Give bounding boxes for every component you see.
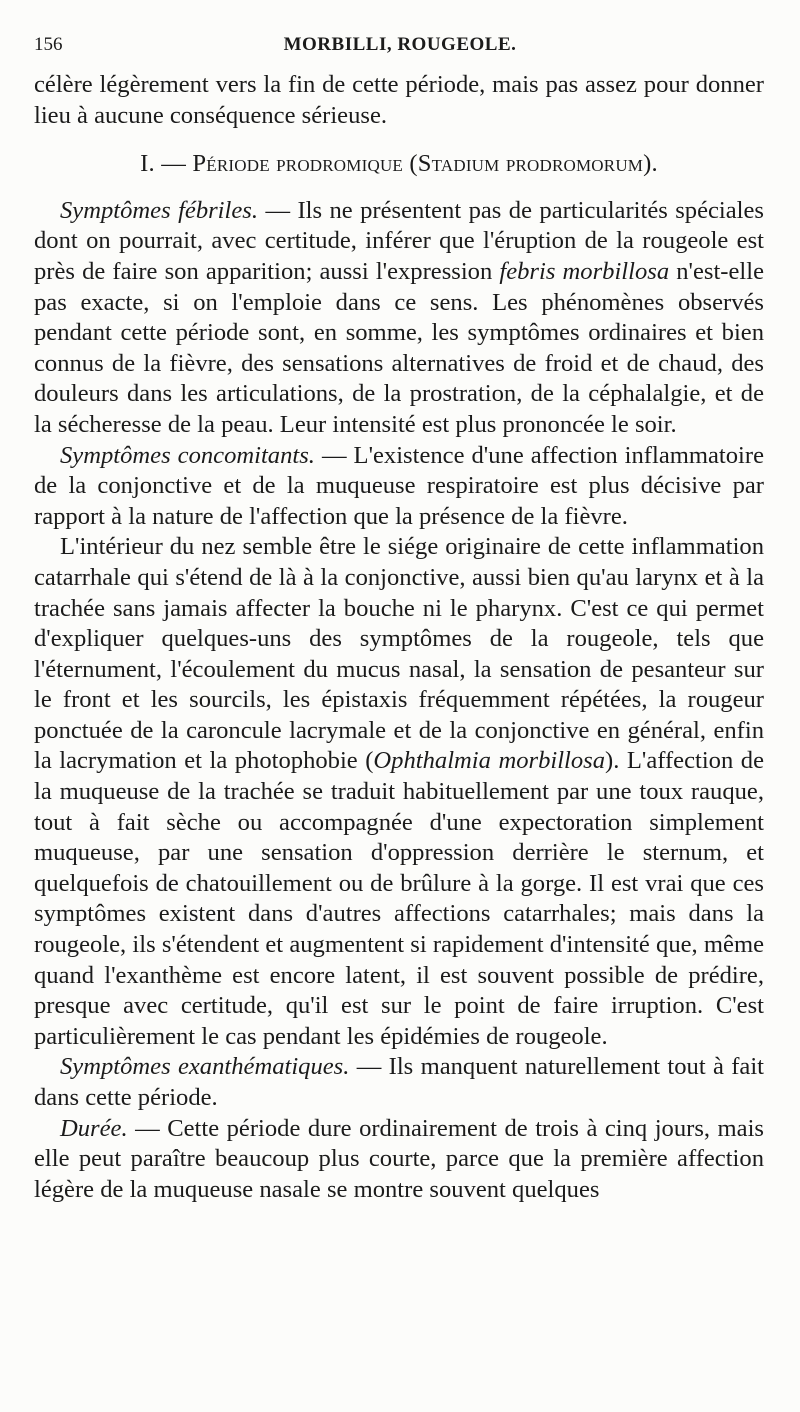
section-heading [34, 149, 764, 180]
paragraph [34, 1114, 764, 1206]
paragraph-lead: Symptômes fébriles. [60, 196, 258, 224]
section-number: I. — [140, 150, 187, 178]
latin-term: febris morbillosa [499, 257, 670, 285]
paragraph-lead: Symptômes exanthématiques. [60, 1053, 350, 1081]
paragraph-text-continued: ). L'affection de la muqueuse de la trachée se traduit habituellement par une toux rauque, tout à fait sèche ou accompagnée d'une expectoration simplement muqueuse, par une sensation d'oppression derrière le sternum, et quelquefois de chatouillement ou de brûlure à la gorge. Il est vrai que ces symptômes existent dans d'autres affections catarrhales; mais dans la rougeole, ils s'étendent et augmentent si rapidement d'intensité que, même quand l'exanthème est encore latent, il est souvent possible de prédire, presque avec certitude, qu'il est sur le point de faire irruption. C'est particulièrement le cas pendant les épidémies de rougeole. [34, 747, 765, 1050]
page-header [34, 34, 766, 64]
paragraph-text: — Ils manquent naturellement tout à fait dans cette période. [34, 1053, 764, 1111]
paragraph-lead: Durée. [60, 1114, 128, 1142]
section-subtitle: (Stadium prodromorum). [409, 150, 658, 178]
page-number: 156 [34, 34, 63, 55]
latin-term: Ophthalmia morbillosa [373, 747, 606, 775]
paragraph [34, 441, 764, 533]
paragraph-text-continued: n'est-elle pas exacte, si on l'emploie dans ce sens. Les phénomènes observés pendant cette période sont, en somme, les symptômes ordinaires et bien connus de la fièvre, des sensations alternatives de froid et de chaud, des douleurs dans les articulations, de la prostration, de la céphalalgie, et de la sécheresse de la peau. Leur intensité est plus prononcée le soir. [34, 257, 764, 438]
paragraph [34, 196, 764, 441]
paragraph-text: — Cette période dure ordinairement de trois à cinq jours, mais elle peut paraître beaucoup plus courte, parce que la première affection légère de la muqueuse nasale se montre souvent quelques [34, 1114, 764, 1203]
paragraph [34, 70, 764, 131]
section-title: Période prodromique [192, 150, 404, 178]
body-text [34, 70, 764, 1205]
paragraph-text: — Ils ne présentent pas de particularités spéciales dont on pourrait, avec certitude, inférer que l'éruption de la rougeole est près de faire son apparition; aussi l'expression [34, 196, 764, 285]
paragraph [34, 1052, 764, 1113]
paragraph-text: — L'existence d'une affection inflammatoire de la conjonctive et de la muqueuse respiratoire est plus décisive par rapport à la nature de l'affection que la présence de la fièvre. [34, 441, 764, 530]
paragraph-text: célère légèrement vers la fin de cette période, mais pas assez pour donner lieu à aucune conséquence sérieuse. [34, 71, 764, 129]
paragraph-lead: Symptômes concomitants. [60, 441, 315, 469]
running-head: MORBILLI, ROUGEOLE. [283, 34, 517, 55]
paragraph [34, 532, 764, 1052]
paragraph-text: L'intérieur du nez semble être le siége originaire de cette inflammation catarrhale qui s'étend de là à la conjonctive, aussi bien qu'au larynx et à la trachée sans jamais affecter la bouche ni le pharynx. C'est ce qui permet d'expliquer quelques-uns des symptômes de la rougeole, tels que l'éternument, l'écoulement du mucus nasal, la sensation de pesanteur sur le front et les sourcils, les épistaxis fréquemment répétées, la rougeur ponctuée de la caroncule lacrymale et de la conjonctive en général, enfin la lacrymation et la photophobie ( [34, 533, 764, 775]
